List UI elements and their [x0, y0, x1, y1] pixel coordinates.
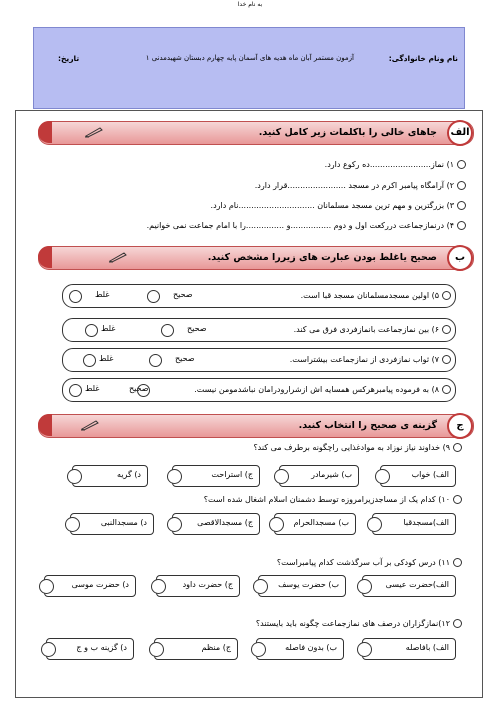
bullet-icon: [453, 619, 462, 628]
option-d[interactable]: د) گزینه ب و ج: [46, 638, 134, 660]
bullet-icon: [457, 181, 466, 190]
false-radio[interactable]: [69, 384, 82, 397]
option-radio[interactable]: [251, 642, 266, 657]
exam-title: آزمون مستمر آبان ماه هدیه های آسمان پایه چهارم دبستان شهیدمدنی ۱: [145, 54, 354, 62]
tf-row-7: [62, 348, 456, 372]
option-b[interactable]: ب) مسجدالحرام: [274, 513, 356, 535]
name-label: نام ونام خانوادگی:: [388, 54, 458, 63]
bullet-icon: [442, 291, 451, 300]
option-a[interactable]: الف) بافاصله: [362, 638, 456, 660]
option-radio[interactable]: [167, 517, 182, 532]
tf-row-6: [62, 318, 456, 342]
exam-header: [33, 27, 465, 109]
option-b[interactable]: ب) بدون فاصله: [256, 638, 344, 660]
option-radio[interactable]: [269, 517, 284, 532]
section-a-title: جاهای خالی را باکلمات زیر کامل کنید.: [258, 127, 437, 138]
section-b-letter: ب: [447, 245, 473, 271]
option-radio[interactable]: [39, 579, 54, 594]
question-7: ۷) ثواب نمازفردی از نمازجماعت بیشتراست.: [290, 355, 451, 364]
option-c[interactable]: ج) مسجدالاقصی: [172, 513, 260, 535]
bullet-icon: [457, 201, 466, 210]
true-option[interactable]: صحیح: [175, 354, 195, 363]
option-radio[interactable]: [67, 469, 82, 484]
question-9: ۹) خداوند نیاز نوزاد به موادغذایی راچگونه برطرف می کند؟: [253, 443, 462, 452]
question-2: ۲) آرامگاه پیامبر اکرم در مسجد .......................قرار دارد.: [255, 181, 466, 190]
option-radio[interactable]: [357, 579, 372, 594]
option-a[interactable]: الف)حضرت عیسی: [362, 575, 456, 597]
option-radio[interactable]: [357, 642, 372, 657]
false-option[interactable]: غلط: [95, 290, 110, 299]
bullet-icon: [442, 355, 451, 364]
question-12: ۱۲)نمازگزاران درصف های نمازجماعت چگونه باید بایستند؟: [256, 619, 462, 628]
false-option[interactable]: غلط: [101, 324, 116, 333]
option-radio[interactable]: [65, 517, 80, 532]
option-radio[interactable]: [274, 469, 289, 484]
question-8: ۸) به فرموده پیامبرهرکس همسایه اش ازشرارودرامان نباشدمومن نیست.: [194, 385, 451, 394]
option-c[interactable]: ج) حضرت داود: [156, 575, 240, 597]
pen-icon: [84, 126, 104, 138]
question-6: ۶) بین نمازجماعت بانمازفردی فرق می کند.: [294, 325, 451, 334]
option-radio[interactable]: [253, 579, 268, 594]
bullet-icon: [453, 495, 462, 504]
section-a-letter: الف: [447, 120, 473, 146]
option-d[interactable]: د) حضرت موسی: [44, 575, 136, 597]
tf-row-8: [62, 378, 456, 402]
section-c-letter: ج: [447, 413, 473, 439]
option-c[interactable]: ج) منظم: [154, 638, 238, 660]
false-radio[interactable]: [83, 354, 96, 367]
option-d[interactable]: د) گریه: [72, 465, 148, 487]
true-option[interactable]: صحیح: [187, 324, 207, 333]
bismillah: به نام خدا: [237, 1, 263, 8]
bullet-icon: [442, 385, 451, 394]
option-d[interactable]: د) مسجدالنبی: [70, 513, 154, 535]
tf-row-5: [62, 284, 456, 308]
question-4: ۴) درنمازجماعت دررکعت اول و دوم ................و ...............را با امام جماعت نمی خوانیم.: [147, 221, 466, 230]
option-radio[interactable]: [367, 517, 382, 532]
question-3: ۳) بزرگترین و مهم ترین مسجد مسلمانان ..............................نام دارد.: [211, 201, 466, 210]
option-b[interactable]: ب) حضرت یوسف: [258, 575, 346, 597]
question-10: ۱۰) کدام یک از مساجدزیرامروزه توسط دشمنان اسلام اشغال شده است؟: [204, 495, 462, 504]
option-b[interactable]: ب) شیرمادر: [279, 465, 359, 487]
option-radio[interactable]: [167, 469, 182, 484]
option-c[interactable]: ج) استراحت: [172, 465, 260, 487]
date-label: تاریخ:: [58, 54, 80, 63]
true-radio[interactable]: [161, 324, 174, 337]
bullet-icon: [457, 221, 466, 230]
true-radio[interactable]: [149, 354, 162, 367]
section-c-banner: [38, 414, 474, 438]
false-option[interactable]: غلط: [99, 354, 114, 363]
true-radio[interactable]: [147, 290, 160, 303]
bullet-icon: [453, 558, 462, 567]
question-5: ۵) اولین مسجدمسلمانان مسجد قبا است.: [301, 291, 451, 300]
option-radio[interactable]: [375, 469, 390, 484]
bullet-icon: [457, 160, 466, 169]
pen-icon: [80, 419, 100, 431]
true-radio[interactable]: [137, 384, 150, 397]
page-border: [15, 110, 483, 698]
false-radio[interactable]: [69, 290, 82, 303]
section-c-title: گزینه ی صحیح را انتخاب کنید.: [298, 420, 437, 431]
bullet-icon: [453, 443, 462, 452]
bullet-icon: [442, 325, 451, 334]
option-radio[interactable]: [151, 579, 166, 594]
true-option[interactable]: صحیح: [129, 384, 149, 393]
false-option[interactable]: غلط: [85, 384, 100, 393]
question-11: ۱۱) درس کودکی بر آب سرگذشت کدام پیامبراست؟: [277, 558, 462, 567]
question-1: ۱) نماز........................ده رکوع دارد.: [325, 160, 466, 169]
false-radio[interactable]: [85, 324, 98, 337]
option-a[interactable]: الف)مسجدقبا: [372, 513, 456, 535]
option-radio[interactable]: [149, 642, 164, 657]
option-a[interactable]: الف) خواب: [380, 465, 456, 487]
section-b-banner: [38, 246, 474, 270]
true-option[interactable]: صحیح: [173, 290, 193, 299]
section-b-title: صحیح یاغلط بودن عبارت های زیررا مشخص کنید.: [207, 252, 437, 263]
pen-icon: [108, 251, 128, 263]
option-radio[interactable]: [41, 642, 56, 657]
